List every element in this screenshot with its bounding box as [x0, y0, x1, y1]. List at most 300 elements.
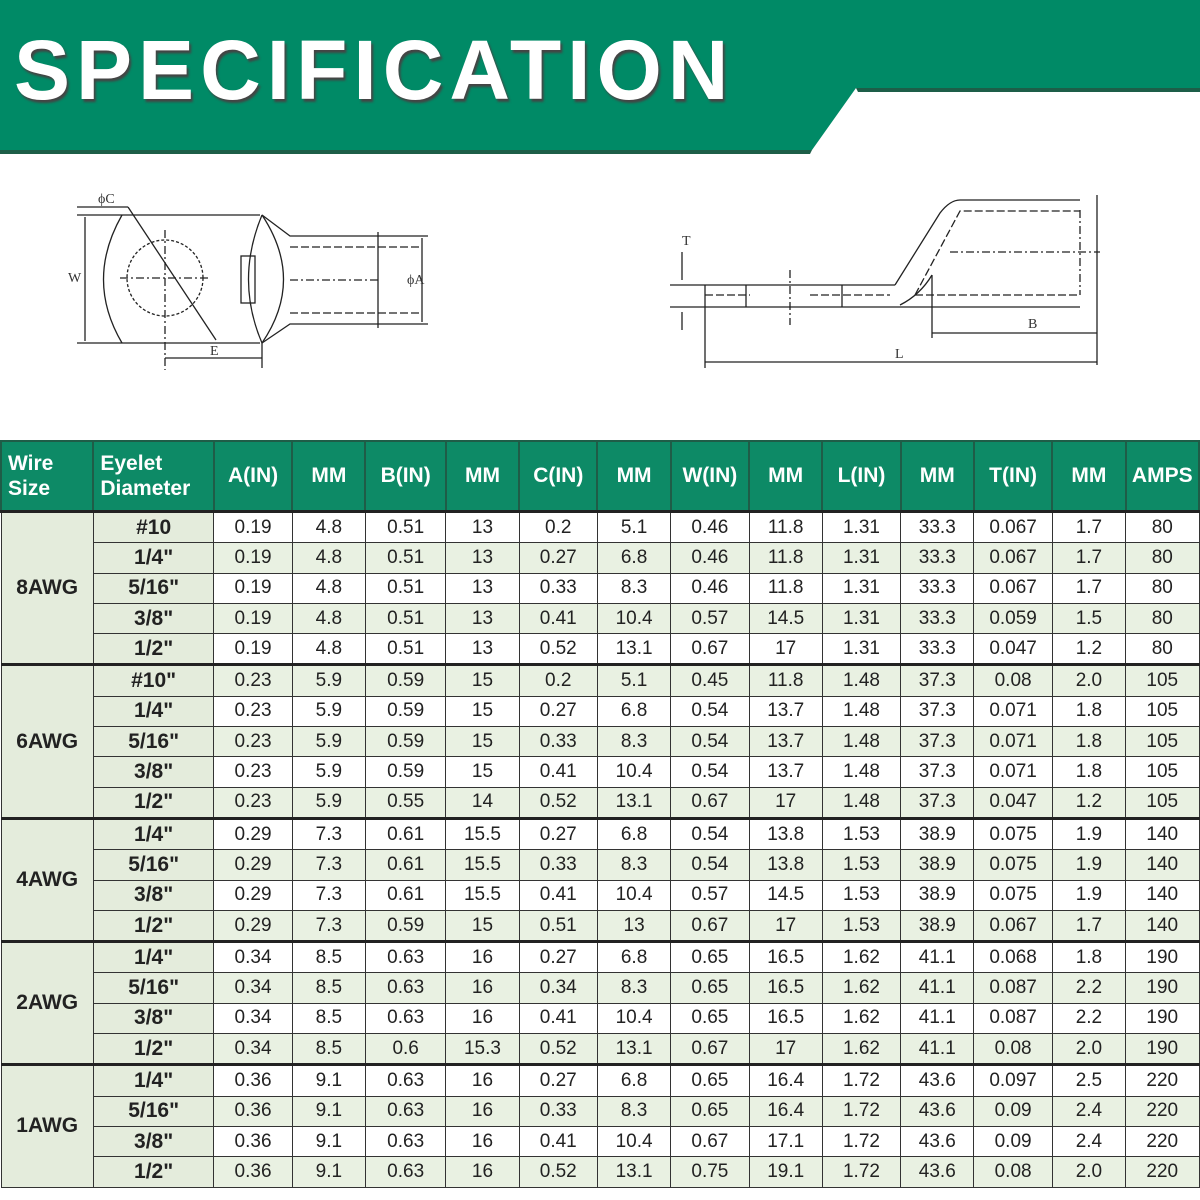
value-cell: 43.6 — [901, 1065, 974, 1096]
value-cell: 5.1 — [597, 665, 670, 696]
value-cell: 220 — [1126, 1157, 1199, 1187]
value-cell: 13.1 — [597, 1157, 670, 1187]
value-cell: 105 — [1126, 727, 1199, 757]
eyelet-diameter-cell: #10 — [93, 512, 214, 543]
value-cell: 0.34 — [214, 973, 292, 1003]
value-cell: 0.65 — [671, 942, 749, 973]
header-a-in: A(IN) — [214, 441, 292, 512]
table-header-row — [1, 441, 1199, 512]
value-cell: 5.9 — [292, 727, 365, 757]
value-cell: 0.27 — [519, 543, 597, 573]
value-cell: 1.31 — [822, 543, 900, 573]
eyelet-diameter-cell: 1/4" — [93, 1065, 214, 1096]
value-cell: 41.1 — [901, 973, 974, 1003]
value-cell: 0.67 — [671, 1126, 749, 1156]
value-cell: 17.1 — [749, 1126, 822, 1156]
value-cell: 0.65 — [671, 1065, 749, 1096]
value-cell: 80 — [1126, 543, 1199, 573]
eyelet-diameter-cell: 1/4" — [93, 543, 214, 573]
value-cell: 1.8 — [1052, 727, 1125, 757]
value-cell: 0.19 — [214, 543, 292, 573]
value-cell: 38.9 — [901, 910, 974, 941]
value-cell: 1.2 — [1052, 634, 1125, 665]
value-cell: 0.08 — [974, 1034, 1052, 1065]
eyelet-diameter-cell: 3/8" — [93, 1126, 214, 1156]
value-cell: 16 — [446, 942, 519, 973]
header-b-in: B(IN) — [365, 441, 445, 512]
value-cell: 15.5 — [446, 818, 519, 849]
value-cell: 1.7 — [1052, 573, 1125, 603]
value-cell: 16.5 — [749, 1003, 822, 1033]
wire-size-cell: 6AWG — [1, 665, 93, 818]
eyelet-diameter-cell: 3/8" — [93, 757, 214, 787]
value-cell: 1.72 — [822, 1157, 900, 1187]
value-cell: 5.9 — [292, 757, 365, 787]
value-cell: 0.51 — [365, 603, 445, 633]
value-cell: 1.7 — [1052, 910, 1125, 941]
page-title: SPECIFICATION — [14, 23, 735, 117]
value-cell: 10.4 — [597, 880, 670, 910]
value-cell: 17 — [749, 910, 822, 941]
value-cell: 0.067 — [974, 573, 1052, 603]
value-cell: 13.1 — [597, 787, 670, 818]
value-cell: 6.8 — [597, 942, 670, 973]
eyelet-diameter-cell: 1/2" — [93, 634, 214, 665]
value-cell: 2.2 — [1052, 973, 1125, 1003]
dim-c-label: ϕC — [98, 192, 115, 207]
value-cell: 0.23 — [214, 665, 292, 696]
value-cell: 0.51 — [519, 910, 597, 941]
value-cell: 43.6 — [901, 1126, 974, 1156]
eyelet-diameter-cell: 1/4" — [93, 942, 214, 973]
table-row — [1, 910, 1199, 941]
value-cell: 0.071 — [974, 757, 1052, 787]
value-cell: 0.63 — [365, 1096, 445, 1126]
value-cell: 0.36 — [214, 1157, 292, 1187]
value-cell: 0.34 — [214, 1003, 292, 1033]
value-cell: 11.8 — [749, 573, 822, 603]
table-row — [1, 573, 1199, 603]
value-cell: 11.8 — [749, 665, 822, 696]
header-c-mm: MM — [597, 441, 670, 512]
value-cell: 2.2 — [1052, 1003, 1125, 1033]
value-cell: 8.3 — [597, 973, 670, 1003]
table-row — [1, 787, 1199, 818]
value-cell: 140 — [1126, 818, 1199, 849]
value-cell: 0.51 — [365, 543, 445, 573]
header-t-mm: MM — [1052, 441, 1125, 512]
value-cell: 1.53 — [822, 850, 900, 880]
value-cell: 1.8 — [1052, 757, 1125, 787]
value-cell: 0.097 — [974, 1065, 1052, 1096]
lug-top-view-diagram — [60, 170, 520, 395]
value-cell: 0.59 — [365, 665, 445, 696]
value-cell: 0.33 — [519, 1096, 597, 1126]
value-cell: 9.1 — [292, 1157, 365, 1187]
value-cell: 37.3 — [901, 696, 974, 726]
value-cell: 33.3 — [901, 512, 974, 543]
value-cell: 1.9 — [1052, 880, 1125, 910]
table-row — [1, 1157, 1199, 1187]
value-cell: 16.5 — [749, 942, 822, 973]
eyelet-diameter-cell: 5/16" — [93, 573, 214, 603]
value-cell: 4.8 — [292, 573, 365, 603]
header-l-mm: MM — [901, 441, 974, 512]
value-cell: 0.67 — [671, 787, 749, 818]
value-cell: 105 — [1126, 665, 1199, 696]
value-cell: 43.6 — [901, 1157, 974, 1187]
value-cell: 0.29 — [214, 910, 292, 941]
value-cell: 0.075 — [974, 850, 1052, 880]
value-cell: 1.53 — [822, 880, 900, 910]
eyelet-diameter-cell: 1/4" — [93, 696, 214, 726]
eyelet-diameter-cell: 5/16" — [93, 850, 214, 880]
header-w-mm: MM — [749, 441, 822, 512]
value-cell: 8.5 — [292, 1034, 365, 1065]
value-cell: 1.62 — [822, 973, 900, 1003]
eyelet-diameter-cell: 5/16" — [93, 1096, 214, 1126]
value-cell: 16 — [446, 1157, 519, 1187]
value-cell: 0.59 — [365, 757, 445, 787]
value-cell: 37.3 — [901, 727, 974, 757]
value-cell: 0.075 — [974, 880, 1052, 910]
value-cell: 17 — [749, 1034, 822, 1065]
value-cell: 0.29 — [214, 880, 292, 910]
eyelet-diameter-cell: 3/8" — [93, 1003, 214, 1033]
value-cell: 0.61 — [365, 880, 445, 910]
value-cell: 0.52 — [519, 634, 597, 665]
value-cell: 0.46 — [671, 543, 749, 573]
value-cell: 16 — [446, 1096, 519, 1126]
value-cell: 0.75 — [671, 1157, 749, 1187]
value-cell: 17 — [749, 634, 822, 665]
eyelet-diameter-cell: 1/2" — [93, 1034, 214, 1065]
value-cell: 0.65 — [671, 973, 749, 1003]
value-cell: 0.67 — [671, 1034, 749, 1065]
value-cell: 0.54 — [671, 818, 749, 849]
value-cell: 9.1 — [292, 1096, 365, 1126]
table-row — [1, 1065, 1199, 1096]
eyelet-diameter-cell: 3/8" — [93, 603, 214, 633]
value-cell: 8.3 — [597, 850, 670, 880]
value-cell: 1.48 — [822, 727, 900, 757]
value-cell: 15 — [446, 727, 519, 757]
value-cell: 80 — [1126, 634, 1199, 665]
value-cell: 19.1 — [749, 1157, 822, 1187]
header-eyelet-diameter: Eyelet Diameter — [93, 441, 214, 512]
value-cell: 1.48 — [822, 665, 900, 696]
header-amps: AMPS — [1126, 441, 1199, 512]
value-cell: 1.48 — [822, 696, 900, 726]
value-cell: 1.7 — [1052, 512, 1125, 543]
value-cell: 13 — [446, 634, 519, 665]
value-cell: 190 — [1126, 942, 1199, 973]
table-row — [1, 1126, 1199, 1156]
value-cell: 0.23 — [214, 727, 292, 757]
value-cell: 38.9 — [901, 818, 974, 849]
value-cell: 0.63 — [365, 1065, 445, 1096]
value-cell: 0.19 — [214, 603, 292, 633]
value-cell: 13 — [446, 603, 519, 633]
value-cell: 0.27 — [519, 942, 597, 973]
table-row — [1, 973, 1199, 1003]
value-cell: 1.72 — [822, 1126, 900, 1156]
value-cell: 0.41 — [519, 880, 597, 910]
value-cell: 5.9 — [292, 665, 365, 696]
value-cell: 0.087 — [974, 973, 1052, 1003]
value-cell: 16 — [446, 1065, 519, 1096]
value-cell: 0.41 — [519, 757, 597, 787]
eyelet-diameter-cell: #10" — [93, 665, 214, 696]
value-cell: 13.1 — [597, 634, 670, 665]
value-cell: 190 — [1126, 1003, 1199, 1033]
value-cell: 0.63 — [365, 1157, 445, 1187]
eyelet-diameter-cell: 3/8" — [93, 880, 214, 910]
header-c-in: C(IN) — [519, 441, 597, 512]
value-cell: 0.59 — [365, 727, 445, 757]
value-cell: 0.19 — [214, 512, 292, 543]
dim-a-label: ϕA — [407, 273, 425, 288]
value-cell: 10.4 — [597, 757, 670, 787]
value-cell: 0.36 — [214, 1096, 292, 1126]
value-cell: 41.1 — [901, 1003, 974, 1033]
header-l-in: L(IN) — [822, 441, 900, 512]
header-w-in: W(IN) — [671, 441, 749, 512]
value-cell: 1.72 — [822, 1065, 900, 1096]
value-cell: 80 — [1126, 603, 1199, 633]
value-cell: 7.3 — [292, 850, 365, 880]
value-cell: 0.33 — [519, 850, 597, 880]
value-cell: 0.36 — [214, 1126, 292, 1156]
value-cell: 5.9 — [292, 787, 365, 818]
value-cell: 0.63 — [365, 1003, 445, 1033]
eyelet-diameter-cell: 5/16" — [93, 973, 214, 1003]
value-cell: 0.23 — [214, 787, 292, 818]
table-row — [1, 942, 1199, 973]
value-cell: 16.5 — [749, 973, 822, 1003]
value-cell: 0.55 — [365, 787, 445, 818]
table-row — [1, 757, 1199, 787]
value-cell: 0.54 — [671, 696, 749, 726]
value-cell: 0.09 — [974, 1126, 1052, 1156]
value-cell: 7.3 — [292, 880, 365, 910]
value-cell: 13.7 — [749, 727, 822, 757]
value-cell: 16 — [446, 1003, 519, 1033]
value-cell: 6.8 — [597, 543, 670, 573]
value-cell: 33.3 — [901, 634, 974, 665]
value-cell: 0.67 — [671, 634, 749, 665]
wire-size-cell: 4AWG — [1, 818, 93, 941]
value-cell: 0.059 — [974, 603, 1052, 633]
specification-banner — [0, 0, 1200, 160]
value-cell: 9.1 — [292, 1065, 365, 1096]
dim-e-label: E — [210, 344, 219, 359]
value-cell: 15.3 — [446, 1034, 519, 1065]
value-cell: 0.27 — [519, 1065, 597, 1096]
value-cell: 0.61 — [365, 850, 445, 880]
value-cell: 11.8 — [749, 543, 822, 573]
value-cell: 0.54 — [671, 727, 749, 757]
value-cell: 43.6 — [901, 1096, 974, 1126]
value-cell: 41.1 — [901, 942, 974, 973]
value-cell: 2.4 — [1052, 1096, 1125, 1126]
value-cell: 105 — [1126, 757, 1199, 787]
value-cell: 0.41 — [519, 603, 597, 633]
value-cell: 0.54 — [671, 757, 749, 787]
value-cell: 1.8 — [1052, 942, 1125, 973]
value-cell: 8.3 — [597, 1096, 670, 1126]
table-row — [1, 696, 1199, 726]
value-cell: 105 — [1126, 696, 1199, 726]
value-cell: 1.2 — [1052, 787, 1125, 818]
value-cell: 15 — [446, 665, 519, 696]
value-cell: 0.52 — [519, 787, 597, 818]
value-cell: 0.67 — [671, 910, 749, 941]
dim-w-label: W — [68, 271, 82, 286]
value-cell: 8.5 — [292, 942, 365, 973]
value-cell: 0.34 — [214, 942, 292, 973]
value-cell: 10.4 — [597, 603, 670, 633]
value-cell: 0.087 — [974, 1003, 1052, 1033]
value-cell: 80 — [1126, 573, 1199, 603]
value-cell: 17 — [749, 787, 822, 818]
value-cell: 0.46 — [671, 512, 749, 543]
value-cell: 1.31 — [822, 573, 900, 603]
value-cell: 1.62 — [822, 1034, 900, 1065]
value-cell: 0.51 — [365, 634, 445, 665]
value-cell: 37.3 — [901, 757, 974, 787]
eyelet-diameter-cell: 1/4" — [93, 818, 214, 849]
value-cell: 0.63 — [365, 973, 445, 1003]
value-cell: 1.48 — [822, 757, 900, 787]
value-cell: 4.8 — [292, 603, 365, 633]
value-cell: 16.4 — [749, 1096, 822, 1126]
dim-l-label: L — [895, 347, 904, 362]
value-cell: 14 — [446, 787, 519, 818]
value-cell: 13.7 — [749, 696, 822, 726]
dim-b-label: B — [1028, 317, 1038, 332]
value-cell: 0.29 — [214, 850, 292, 880]
value-cell: 8.5 — [292, 1003, 365, 1033]
header-wire-size: Wire Size — [1, 441, 93, 512]
value-cell: 1.48 — [822, 787, 900, 818]
value-cell: 33.3 — [901, 573, 974, 603]
value-cell: 140 — [1126, 910, 1199, 941]
value-cell: 190 — [1126, 1034, 1199, 1065]
table-row — [1, 665, 1199, 696]
value-cell: 16.4 — [749, 1065, 822, 1096]
value-cell: 0.54 — [671, 850, 749, 880]
value-cell: 8.3 — [597, 727, 670, 757]
value-cell: 0.34 — [519, 973, 597, 1003]
value-cell: 4.8 — [292, 634, 365, 665]
value-cell: 0.067 — [974, 512, 1052, 543]
table-row — [1, 727, 1199, 757]
eyelet-diameter-cell: 1/2" — [93, 787, 214, 818]
value-cell: 0.067 — [974, 910, 1052, 941]
eyelet-diameter-cell: 5/16" — [93, 727, 214, 757]
value-cell: 0.047 — [974, 634, 1052, 665]
value-cell: 33.3 — [901, 603, 974, 633]
value-cell: 4.8 — [292, 543, 365, 573]
value-cell: 220 — [1126, 1065, 1199, 1096]
value-cell: 0.19 — [214, 634, 292, 665]
value-cell: 15.5 — [446, 850, 519, 880]
value-cell: 0.075 — [974, 818, 1052, 849]
table-body — [1, 512, 1199, 1188]
value-cell: 0.27 — [519, 818, 597, 849]
value-cell: 13.1 — [597, 1034, 670, 1065]
value-cell: 1.9 — [1052, 818, 1125, 849]
value-cell: 5.9 — [292, 696, 365, 726]
value-cell: 13.7 — [749, 757, 822, 787]
value-cell: 0.41 — [519, 1003, 597, 1033]
value-cell: 4.8 — [292, 512, 365, 543]
table-row — [1, 1003, 1199, 1033]
value-cell: 0.08 — [974, 665, 1052, 696]
value-cell: 0.51 — [365, 512, 445, 543]
value-cell: 14.5 — [749, 880, 822, 910]
value-cell: 15 — [446, 910, 519, 941]
value-cell: 0.46 — [671, 573, 749, 603]
value-cell: 0.071 — [974, 727, 1052, 757]
value-cell: 38.9 — [901, 850, 974, 880]
header-t-in: T(IN) — [974, 441, 1052, 512]
value-cell: 5.1 — [597, 512, 670, 543]
value-cell: 0.27 — [519, 696, 597, 726]
lug-side-view-diagram — [660, 170, 1120, 395]
value-cell: 0.61 — [365, 818, 445, 849]
value-cell: 0.51 — [365, 573, 445, 603]
value-cell: 0.45 — [671, 665, 749, 696]
value-cell: 13.8 — [749, 850, 822, 880]
value-cell: 8.3 — [597, 573, 670, 603]
value-cell: 0.52 — [519, 1157, 597, 1187]
value-cell: 15 — [446, 696, 519, 726]
value-cell: 0.57 — [671, 880, 749, 910]
value-cell: 80 — [1126, 512, 1199, 543]
value-cell: 0.068 — [974, 942, 1052, 973]
header-a-mm: MM — [292, 441, 365, 512]
value-cell: 1.5 — [1052, 603, 1125, 633]
value-cell: 13 — [446, 543, 519, 573]
header-b-mm: MM — [446, 441, 519, 512]
table-row — [1, 818, 1199, 849]
value-cell: 1.31 — [822, 512, 900, 543]
value-cell: 15.5 — [446, 880, 519, 910]
value-cell: 0.2 — [519, 512, 597, 543]
value-cell: 0.59 — [365, 696, 445, 726]
table-row — [1, 543, 1199, 573]
value-cell: 14.5 — [749, 603, 822, 633]
value-cell: 6.8 — [597, 1065, 670, 1096]
value-cell: 0.33 — [519, 727, 597, 757]
value-cell: 0.6 — [365, 1034, 445, 1065]
value-cell: 13 — [446, 512, 519, 543]
value-cell: 1.31 — [822, 634, 900, 665]
value-cell: 37.3 — [901, 665, 974, 696]
value-cell: 1.53 — [822, 910, 900, 941]
value-cell: 0.63 — [365, 942, 445, 973]
value-cell: 1.7 — [1052, 543, 1125, 573]
value-cell: 0.52 — [519, 1034, 597, 1065]
value-cell: 0.23 — [214, 696, 292, 726]
value-cell: 16 — [446, 973, 519, 1003]
table-row — [1, 1034, 1199, 1065]
value-cell: 1.62 — [822, 942, 900, 973]
value-cell: 9.1 — [292, 1126, 365, 1156]
value-cell: 33.3 — [901, 543, 974, 573]
